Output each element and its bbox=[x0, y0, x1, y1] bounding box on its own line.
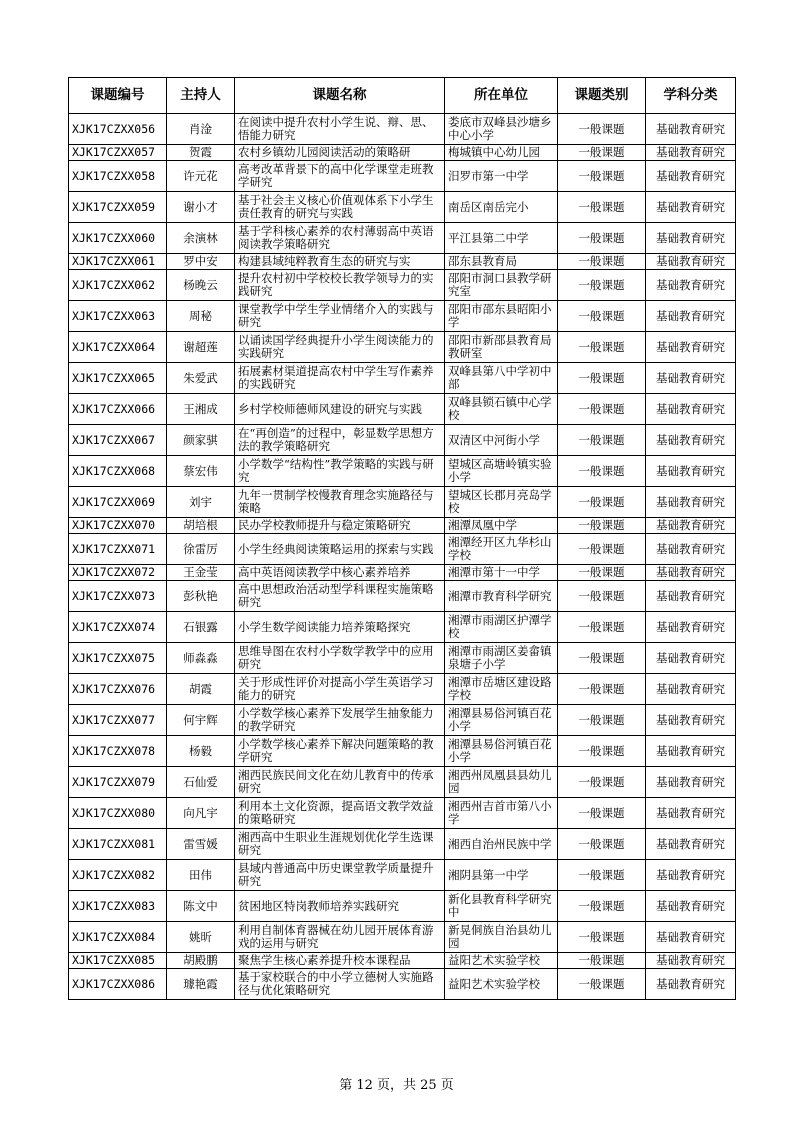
cell-category: 一般课题 bbox=[558, 953, 646, 969]
table-row bbox=[69, 192, 736, 223]
cell-subject: 基础教育研究 bbox=[646, 223, 736, 254]
table-row bbox=[69, 953, 736, 969]
cell-host: 王金莹 bbox=[167, 565, 235, 581]
cell-project-id: XJK17CZXX073 bbox=[69, 581, 167, 612]
cell-host: 谢超莲 bbox=[167, 332, 235, 363]
cell-project-id: XJK17CZXX067 bbox=[69, 425, 167, 456]
cell-subject: 基础教育研究 bbox=[646, 643, 736, 674]
cell-category: 一般课题 bbox=[558, 922, 646, 953]
cell-unit: 湘西州吉首市第八小学 bbox=[445, 798, 558, 829]
cell-subject: 基础教育研究 bbox=[646, 767, 736, 798]
cell-project-title: 高中英语阅读教学中核心素养培养 bbox=[235, 565, 445, 581]
cell-host: 贺霞 bbox=[167, 145, 235, 161]
table-row bbox=[69, 363, 736, 394]
cell-project-title: 构建县域纯粹教育生态的研究与实 bbox=[235, 254, 445, 270]
cell-unit: 益阳艺术实验学校 bbox=[445, 953, 558, 969]
cell-subject: 基础教育研究 bbox=[646, 969, 736, 1000]
cell-category: 一般课题 bbox=[558, 891, 646, 922]
cell-subject: 基础教育研究 bbox=[646, 860, 736, 891]
table-row bbox=[69, 301, 736, 332]
table-row bbox=[69, 674, 736, 705]
table-header-row bbox=[69, 78, 736, 114]
table-row bbox=[69, 425, 736, 456]
cell-project-title: 关于形成性评价对提高小学生英语学习能力的研究 bbox=[235, 674, 445, 705]
cell-host: 胡殿鹏 bbox=[167, 953, 235, 969]
table-row bbox=[69, 860, 736, 891]
cell-host: 颜家骐 bbox=[167, 425, 235, 456]
cell-host: 师淼淼 bbox=[167, 643, 235, 674]
cell-host: 朱爱武 bbox=[167, 363, 235, 394]
cell-subject: 基础教育研究 bbox=[646, 456, 736, 487]
cell-project-id: XJK17CZXX066 bbox=[69, 394, 167, 425]
cell-category: 一般课题 bbox=[558, 767, 646, 798]
cell-project-id: XJK17CZXX059 bbox=[69, 192, 167, 223]
cell-host: 何宇辉 bbox=[167, 705, 235, 736]
cell-subject: 基础教育研究 bbox=[646, 953, 736, 969]
table-row bbox=[69, 969, 736, 1000]
cell-project-id: XJK17CZXX076 bbox=[69, 674, 167, 705]
cell-host: 周秘 bbox=[167, 301, 235, 332]
cell-category: 一般课题 bbox=[558, 612, 646, 643]
cell-host: 刘宇 bbox=[167, 487, 235, 518]
cell-subject: 基础教育研究 bbox=[646, 891, 736, 922]
table-row bbox=[69, 736, 736, 767]
cell-subject: 基础教育研究 bbox=[646, 705, 736, 736]
cell-host: 余演林 bbox=[167, 223, 235, 254]
cell-project-id: XJK17CZXX079 bbox=[69, 767, 167, 798]
cell-unit: 邵阳市邵东县昭阳小学 bbox=[445, 301, 558, 332]
cell-subject: 基础教育研究 bbox=[646, 565, 736, 581]
cell-unit: 邵阳市新邵县教育局教研室 bbox=[445, 332, 558, 363]
cell-subject: 基础教育研究 bbox=[646, 161, 736, 192]
cell-host: 王湘成 bbox=[167, 394, 235, 425]
cell-project-id: XJK17CZXX077 bbox=[69, 705, 167, 736]
cell-host: 蔡宏伟 bbox=[167, 456, 235, 487]
cell-unit: 湘西自治州民族中学 bbox=[445, 829, 558, 860]
cell-project-id: XJK17CZXX064 bbox=[69, 332, 167, 363]
table-row bbox=[69, 518, 736, 534]
cell-category: 一般课题 bbox=[558, 114, 646, 145]
cell-subject: 基础教育研究 bbox=[646, 798, 736, 829]
cell-category: 一般课题 bbox=[558, 223, 646, 254]
cell-category: 一般课题 bbox=[558, 581, 646, 612]
cell-unit: 望城区高塘岭镇实验小学 bbox=[445, 456, 558, 487]
cell-project-title: 拓展素材渠道提高农村中学生写作素养的实践研究 bbox=[235, 363, 445, 394]
cell-subject: 基础教育研究 bbox=[646, 674, 736, 705]
cell-category: 一般课题 bbox=[558, 674, 646, 705]
cell-project-title: 高考改革背景下的高中化学课堂走班教学研究 bbox=[235, 161, 445, 192]
cell-host: 姚昕 bbox=[167, 922, 235, 953]
cell-unit: 平江县第二中学 bbox=[445, 223, 558, 254]
cell-host: 杨毅 bbox=[167, 736, 235, 767]
cell-unit: 娄底市双峰县沙塘乡中心小学 bbox=[445, 114, 558, 145]
cell-category: 一般课题 bbox=[558, 643, 646, 674]
table-row bbox=[69, 161, 736, 192]
table-row bbox=[69, 705, 736, 736]
header-project-id: 课题编号 bbox=[69, 78, 167, 114]
table-row bbox=[69, 581, 736, 612]
table-row bbox=[69, 332, 736, 363]
header-project-title: 课题名称 bbox=[235, 78, 445, 114]
cell-project-title: 基于社会主义核心价值观体系下小学生责任教育的研究与实践 bbox=[235, 192, 445, 223]
cell-category: 一般课题 bbox=[558, 860, 646, 891]
cell-unit: 望城区长郡月亮岛学校 bbox=[445, 487, 558, 518]
cell-unit: 益阳艺术实验学校 bbox=[445, 969, 558, 1000]
cell-unit: 新晃侗族自治县幼儿园 bbox=[445, 922, 558, 953]
cell-project-id: XJK17CZXX057 bbox=[69, 145, 167, 161]
cell-project-title: 九年一贯制学校慢教育理念实施路径与策略 bbox=[235, 487, 445, 518]
cell-project-title: 小学数学核心素养下解决问题策略的教学研究 bbox=[235, 736, 445, 767]
table-row bbox=[69, 145, 736, 161]
project-table bbox=[68, 77, 736, 1000]
table-row bbox=[69, 487, 736, 518]
cell-subject: 基础教育研究 bbox=[646, 612, 736, 643]
cell-category: 一般课题 bbox=[558, 161, 646, 192]
cell-category: 一般课题 bbox=[558, 798, 646, 829]
cell-project-title: 小学生经典阅读策略运用的探索与实践 bbox=[235, 534, 445, 565]
cell-project-title: 利用自制体育器械在幼儿园开展体育游戏的运用与研究 bbox=[235, 922, 445, 953]
table-row bbox=[69, 534, 736, 565]
cell-category: 一般课题 bbox=[558, 301, 646, 332]
cell-category: 一般课题 bbox=[558, 270, 646, 301]
cell-host: 彭秋艳 bbox=[167, 581, 235, 612]
cell-host: 罗中安 bbox=[167, 254, 235, 270]
cell-subject: 基础教育研究 bbox=[646, 363, 736, 394]
table-row bbox=[69, 829, 736, 860]
cell-subject: 基础教育研究 bbox=[646, 487, 736, 518]
cell-category: 一般课题 bbox=[558, 565, 646, 581]
cell-unit: 湘潭县易俗河镇百花小学 bbox=[445, 736, 558, 767]
cell-unit: 双清区中河街小学 bbox=[445, 425, 558, 456]
cell-subject: 基础教育研究 bbox=[646, 534, 736, 565]
cell-project-title: 小学生数学阅读能力培养策略探究 bbox=[235, 612, 445, 643]
cell-project-id: XJK17CZXX078 bbox=[69, 736, 167, 767]
cell-category: 一般课题 bbox=[558, 332, 646, 363]
cell-subject: 基础教育研究 bbox=[646, 736, 736, 767]
cell-unit: 邵阳市洞口县教学研究室 bbox=[445, 270, 558, 301]
table-row bbox=[69, 270, 736, 301]
cell-category: 一般课题 bbox=[558, 518, 646, 534]
cell-unit: 湘潭市第十一中学 bbox=[445, 565, 558, 581]
cell-category: 一般课题 bbox=[558, 487, 646, 518]
cell-project-id: XJK17CZXX084 bbox=[69, 922, 167, 953]
cell-project-title: 基于家校联合的中小学立德树人实施路径与优化策略研究 bbox=[235, 969, 445, 1000]
cell-unit: 湘潭县易俗河镇百花小学 bbox=[445, 705, 558, 736]
cell-host: 谢小才 bbox=[167, 192, 235, 223]
cell-project-title: 以诵读国学经典提升小学生阅读能力的实践研究 bbox=[235, 332, 445, 363]
cell-project-title: 在“再创造”的过程中，彰显数学思想方法的教学策略研究 bbox=[235, 425, 445, 456]
cell-subject: 基础教育研究 bbox=[646, 145, 736, 161]
cell-project-title: 小学数学核心素养下发展学生抽象能力的教学研究 bbox=[235, 705, 445, 736]
cell-project-title: 聚焦学生核心素养提升校本课程品 bbox=[235, 953, 445, 969]
cell-subject: 基础教育研究 bbox=[646, 301, 736, 332]
cell-project-id: XJK17CZXX085 bbox=[69, 953, 167, 969]
table-row bbox=[69, 922, 736, 953]
cell-project-title: 提升农村初中学校校长教学领导力的实践研究 bbox=[235, 270, 445, 301]
cell-subject: 基础教育研究 bbox=[646, 192, 736, 223]
cell-subject: 基础教育研究 bbox=[646, 581, 736, 612]
cell-project-title: 利用本土文化资源，提高语文教学效益的策略研究 bbox=[235, 798, 445, 829]
cell-project-id: XJK17CZXX065 bbox=[69, 363, 167, 394]
cell-host: 胡霞 bbox=[167, 674, 235, 705]
cell-category: 一般课题 bbox=[558, 736, 646, 767]
cell-unit: 双峰县锁石镇中心学校 bbox=[445, 394, 558, 425]
cell-subject: 基础教育研究 bbox=[646, 332, 736, 363]
cell-project-id: XJK17CZXX086 bbox=[69, 969, 167, 1000]
cell-subject: 基础教育研究 bbox=[646, 922, 736, 953]
cell-unit: 湘潭经开区九华杉山学校 bbox=[445, 534, 558, 565]
cell-project-id: XJK17CZXX080 bbox=[69, 798, 167, 829]
page-footer: 第 12 页，共 25 页 bbox=[339, 1078, 454, 1093]
cell-unit: 湘潭市教育科学研究 bbox=[445, 581, 558, 612]
cell-project-title: 在阅读中提升农村小学生说、辩、思、悟能力研究 bbox=[235, 114, 445, 145]
cell-project-id: XJK17CZXX083 bbox=[69, 891, 167, 922]
cell-host: 徐雷厉 bbox=[167, 534, 235, 565]
cell-host: 陈文中 bbox=[167, 891, 235, 922]
cell-subject: 基础教育研究 bbox=[646, 829, 736, 860]
cell-project-title: 民办学校教师提升与稳定策略研究 bbox=[235, 518, 445, 534]
cell-project-id: XJK17CZXX081 bbox=[69, 829, 167, 860]
cell-unit: 湘西州凤凰县县幼儿园 bbox=[445, 767, 558, 798]
cell-project-title: 小学数学“结构性”教学策略的实践与研究 bbox=[235, 456, 445, 487]
header-subject: 学科分类 bbox=[646, 78, 736, 114]
cell-unit: 湘潭市雨湖区姜畲镇泉塘子小学 bbox=[445, 643, 558, 674]
cell-category: 一般课题 bbox=[558, 969, 646, 1000]
table-row bbox=[69, 394, 736, 425]
cell-unit: 湘潭市雨湖区护潭学校 bbox=[445, 612, 558, 643]
cell-host: 杨晚云 bbox=[167, 270, 235, 301]
cell-project-title: 乡村学校师德师风建设的研究与实践 bbox=[235, 394, 445, 425]
cell-host: 田伟 bbox=[167, 860, 235, 891]
cell-project-id: XJK17CZXX063 bbox=[69, 301, 167, 332]
cell-unit: 湘阴县第一中学 bbox=[445, 860, 558, 891]
cell-project-id: XJK17CZXX074 bbox=[69, 612, 167, 643]
cell-host: 肖淦 bbox=[167, 114, 235, 145]
table-row bbox=[69, 612, 736, 643]
cell-category: 一般课题 bbox=[558, 705, 646, 736]
cell-subject: 基础教育研究 bbox=[646, 394, 736, 425]
cell-project-id: XJK17CZXX056 bbox=[69, 114, 167, 145]
cell-project-id: XJK17CZXX069 bbox=[69, 487, 167, 518]
cell-project-id: XJK17CZXX062 bbox=[69, 270, 167, 301]
cell-project-title: 贫困地区特岗教师培养实践研究 bbox=[235, 891, 445, 922]
cell-host: 雷雪媛 bbox=[167, 829, 235, 860]
table-row bbox=[69, 798, 736, 829]
table-row bbox=[69, 254, 736, 270]
cell-host: 向凡宇 bbox=[167, 798, 235, 829]
cell-subject: 基础教育研究 bbox=[646, 114, 736, 145]
cell-project-id: XJK17CZXX082 bbox=[69, 860, 167, 891]
header-category: 课题类别 bbox=[558, 78, 646, 114]
cell-subject: 基础教育研究 bbox=[646, 518, 736, 534]
cell-project-id: XJK17CZXX060 bbox=[69, 223, 167, 254]
cell-unit: 湘潭凤凰中学 bbox=[445, 518, 558, 534]
cell-host: 璩艳霞 bbox=[167, 969, 235, 1000]
cell-host: 胡培根 bbox=[167, 518, 235, 534]
cell-project-title: 思维导图在农村小学数学教学中的应用研究 bbox=[235, 643, 445, 674]
cell-category: 一般课题 bbox=[558, 534, 646, 565]
cell-host: 石银露 bbox=[167, 612, 235, 643]
cell-project-title: 湘西高中生职业生涯规划优化学生选课研究 bbox=[235, 829, 445, 860]
cell-category: 一般课题 bbox=[558, 192, 646, 223]
cell-project-id: XJK17CZXX071 bbox=[69, 534, 167, 565]
cell-project-title: 农村乡镇幼儿园阅读活动的策略研 bbox=[235, 145, 445, 161]
cell-category: 一般课题 bbox=[558, 254, 646, 270]
cell-unit: 新化县教育科学研究中 bbox=[445, 891, 558, 922]
cell-unit: 梅城镇中心幼儿园 bbox=[445, 145, 558, 161]
cell-project-title: 湘西民族民间文化在幼儿教育中的传承研究 bbox=[235, 767, 445, 798]
cell-category: 一般课题 bbox=[558, 394, 646, 425]
cell-unit: 双峰县第八中学初中部 bbox=[445, 363, 558, 394]
table-row bbox=[69, 456, 736, 487]
cell-category: 一般课题 bbox=[558, 456, 646, 487]
cell-project-id: XJK17CZXX075 bbox=[69, 643, 167, 674]
cell-category: 一般课题 bbox=[558, 829, 646, 860]
cell-unit: 湘潭市岳塘区建设路学校 bbox=[445, 674, 558, 705]
table-row bbox=[69, 767, 736, 798]
table-row bbox=[69, 891, 736, 922]
cell-project-title: 基于学科核心素养的农村薄弱高中英语阅读教学策略研究 bbox=[235, 223, 445, 254]
cell-category: 一般课题 bbox=[558, 425, 646, 456]
cell-host: 石仙爱 bbox=[167, 767, 235, 798]
cell-project-title: 县域内普通高中历史课堂教学质量提升研究 bbox=[235, 860, 445, 891]
table-row bbox=[69, 565, 736, 581]
cell-subject: 基础教育研究 bbox=[646, 254, 736, 270]
header-unit: 所在单位 bbox=[445, 78, 558, 114]
cell-project-id: XJK17CZXX058 bbox=[69, 161, 167, 192]
cell-project-id: XJK17CZXX072 bbox=[69, 565, 167, 581]
cell-category: 一般课题 bbox=[558, 363, 646, 394]
cell-project-id: XJK17CZXX068 bbox=[69, 456, 167, 487]
cell-subject: 基础教育研究 bbox=[646, 270, 736, 301]
cell-project-id: XJK17CZXX070 bbox=[69, 518, 167, 534]
table-row bbox=[69, 223, 736, 254]
cell-unit: 邵东县教育局 bbox=[445, 254, 558, 270]
cell-project-title: 高中思想政治活动型学科课程实施策略研究 bbox=[235, 581, 445, 612]
cell-unit: 南岳区南岳完小 bbox=[445, 192, 558, 223]
header-host: 主持人 bbox=[167, 78, 235, 114]
cell-unit: 汨罗市第一中学 bbox=[445, 161, 558, 192]
cell-host: 许元花 bbox=[167, 161, 235, 192]
cell-category: 一般课题 bbox=[558, 145, 646, 161]
cell-project-title: 课堂教学中学生学业情绪介入的实践与研究 bbox=[235, 301, 445, 332]
cell-subject: 基础教育研究 bbox=[646, 425, 736, 456]
table-row bbox=[69, 114, 736, 145]
cell-project-id: XJK17CZXX061 bbox=[69, 254, 167, 270]
table-row bbox=[69, 643, 736, 674]
